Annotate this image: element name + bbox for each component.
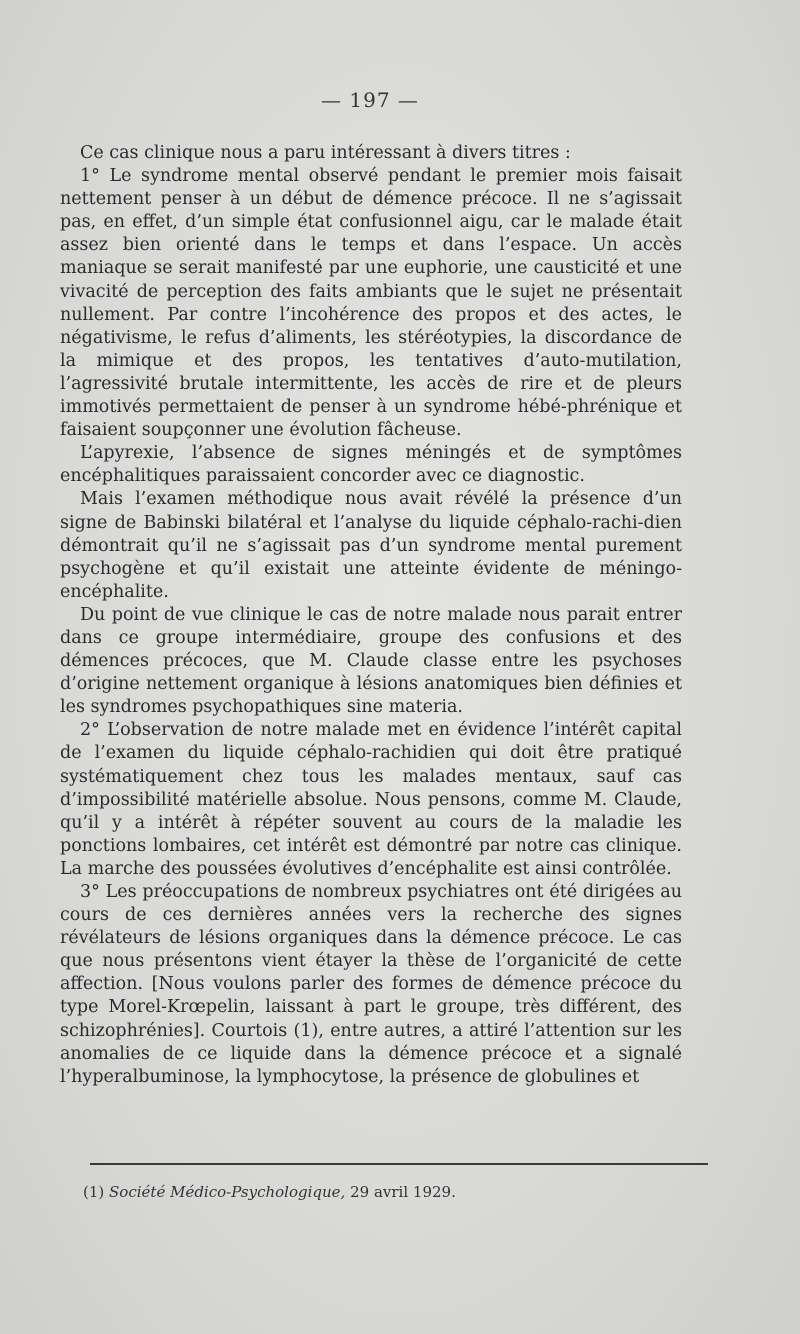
page-number: — 197 —: [321, 88, 419, 112]
paragraph-intro: Ce cas clinique nous a paru intéressant à divers titres :: [80, 143, 571, 163]
paragraph-point-1: 1° Le syndrome mental observé pendant le premier mois faisait nettement penser à un début de démence précoce. Il ne s’agissait pas, en effet, d’un simple état confusionnel aigu, car le malade était assez bien orienté dans le temps et dans l’espace. Un accès maniaque se serait manifesté par une euphorie, une causticité et une vivacité de perception des faits ambiants que le sujet ne présentait nullement. Par contre l’incohérence des propos et des actes, le négativisme, le refus d’aliments, les stéréotypies, la discordance de la mimique et des propos, les tentatives d’auto-mutilation, l’agressivité brutale intermittente, les accès de rire et de pleurs immotivés permettaient de penser à un syndrome hébé-phrénique et faisaient soupçonner une évolution fâcheuse.: [60, 166, 682, 441]
paragraph-clinique: Du point de vue clinique le cas de notre malade nous parait entrer dans ce groupe intermédiaire, groupe des confusions et des démences précoces, que M. Claude classe entre les psychoses d’origine nettement organique à lésions anatomiques bien définies et les syndromes psychopathiques sine materia.: [60, 604, 682, 718]
footnote-divider: [90, 1163, 708, 1165]
footnote-journal: Société Médico-Psychologique,: [109, 1183, 346, 1201]
footnote-marker: (1): [83, 1183, 105, 1201]
footnote: [83, 1183, 723, 1201]
paragraph-point-2: 2° L’observation de notre malade met en évidence l’intérêt capital de l’examen du liquide céphalo-rachidien qui doit être pratiqué systématiquement chez tous les malades mentaux, sauf cas d’impossibilité matérielle absolue. Nous pensons, comme M. Claude, qu’il y a intérêt à répéter souvent au cours de la maladie les ponctions lombaires, cet intérêt est démontré par notre cas clinique. La marche des poussées évolutives d’encéphalite est ainsi contrôlée.: [60, 720, 682, 879]
paragraph-apyrexie: L’apyrexie, l’absence de signes méningés et de symptômes encéphalitiques paraissaient concorder avec ce diagnostic.: [60, 443, 682, 487]
paragraph-examen: Mais l’examen méthodique nous avait révélé la présence d’un signe de Babinski bilatéral et l’analyse du liquide céphalo-rachi-dien démontrait qu’il ne s’agissait pas d’un syndrome mental purement psychogène et qu’il existait une atteinte évidente de méningo-encéphalite.: [60, 489, 682, 602]
body-text: [60, 142, 682, 1089]
paragraph-point-3: 3° Les préoccupations de nombreux psychiatres ont été dirigées au cours de ces dernières années vers la recherche des signes révélateurs de lésions organiques dans la démence précoce. Le cas que nous présentons vient étayer la thèse de l’organicité de cette affection. [Nous voulons parler des formes de démence précoce du type Morel-Krœpelin, laissant à part le groupe, très différent, des schizophrénies]. Courtois (1), entre autres, a attiré l’attention sur les anomalies de ce liquide dans la démence précoce et a signalé l’hyperalbuminose, la lymphocytose, la présence de globulines et: [60, 882, 682, 1087]
footnote-date: 29 avril 1929.: [350, 1183, 456, 1201]
